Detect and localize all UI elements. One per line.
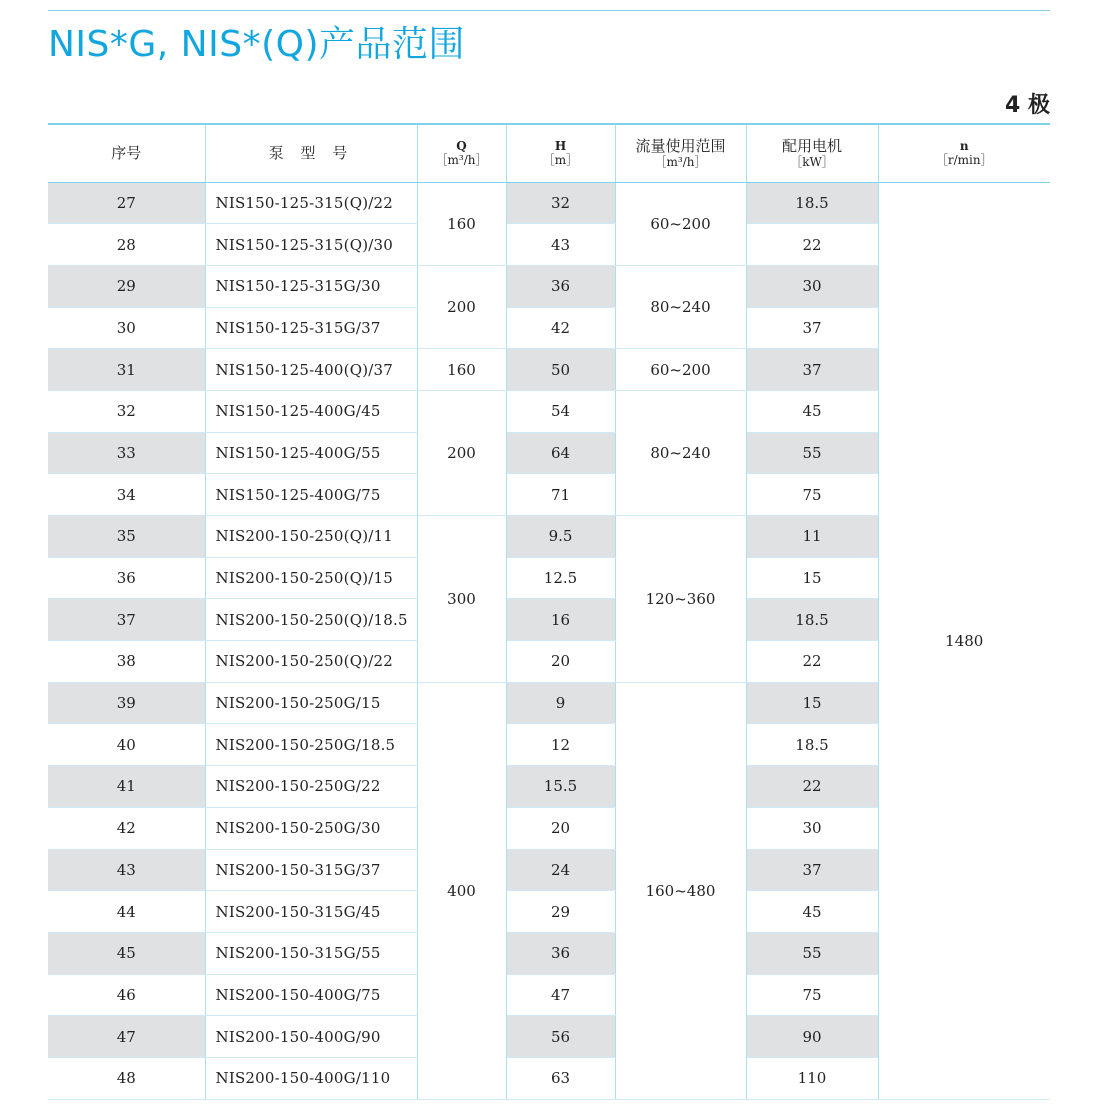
cell-pump-model: NIS200-150-250(Q)/22 xyxy=(205,641,417,683)
cell-head-h: 9.5 xyxy=(506,516,615,558)
cell-pump-model: NIS200-150-315G/45 xyxy=(205,891,417,933)
cell-pump-model: NIS200-150-250(Q)/11 xyxy=(205,516,417,558)
cell-motor-power: 55 xyxy=(746,432,878,474)
cell-head-h: 71 xyxy=(506,474,615,516)
cell-head-h: 24 xyxy=(506,849,615,891)
cell-index: 32 xyxy=(48,390,205,432)
cell-motor-power: 90 xyxy=(746,1016,878,1058)
cell-motor-power: 37 xyxy=(746,307,878,349)
cell-flow-q: 200 xyxy=(417,265,506,348)
cell-pump-model: NIS150-125-315G/37 xyxy=(205,307,417,349)
cell-index: 27 xyxy=(48,182,205,224)
cell-pump-model: NIS200-150-315G/55 xyxy=(205,932,417,974)
cell-pump-model: NIS150-125-400G/55 xyxy=(205,432,417,474)
cell-pump-model: NIS150-125-400G/75 xyxy=(205,474,417,516)
cell-motor-power: 45 xyxy=(746,390,878,432)
cell-flow-q: 200 xyxy=(417,390,506,515)
cell-pump-model: NIS200-150-400G/75 xyxy=(205,974,417,1016)
cell-index: 43 xyxy=(48,849,205,891)
cell-pump-model: NIS150-125-400G/45 xyxy=(205,390,417,432)
cell-head-h: 20 xyxy=(506,807,615,849)
cell-motor-power: 75 xyxy=(746,974,878,1016)
cell-motor-power: 30 xyxy=(746,807,878,849)
cell-head-h: 32 xyxy=(506,182,615,224)
cell-head-h: 12.5 xyxy=(506,557,615,599)
header-index: 序号 xyxy=(48,124,205,182)
cell-index: 37 xyxy=(48,599,205,641)
cell-index: 48 xyxy=(48,1057,205,1099)
cell-flow-range: 120~360 xyxy=(615,516,746,683)
cell-pump-model: NIS200-150-400G/110 xyxy=(205,1057,417,1099)
cell-head-h: 9 xyxy=(506,682,615,724)
cell-index: 44 xyxy=(48,891,205,933)
cell-motor-power: 22 xyxy=(746,766,878,808)
cell-motor-power: 110 xyxy=(746,1057,878,1099)
cell-index: 45 xyxy=(48,932,205,974)
cell-index: 30 xyxy=(48,307,205,349)
cell-index: 39 xyxy=(48,682,205,724)
cell-head-h: 20 xyxy=(506,641,615,683)
cell-head-h: 64 xyxy=(506,432,615,474)
cell-pump-model: NIS150-125-400(Q)/37 xyxy=(205,349,417,391)
cell-head-h: 43 xyxy=(506,224,615,266)
cell-index: 36 xyxy=(48,557,205,599)
cell-head-h: 36 xyxy=(506,932,615,974)
cell-motor-power: 37 xyxy=(746,349,878,391)
cell-pump-model: NIS200-150-250(Q)/15 xyxy=(205,557,417,599)
cell-index: 38 xyxy=(48,641,205,683)
header-pump-model: 泵 型 号 xyxy=(205,124,417,182)
cell-pump-model: NIS200-150-250G/18.5 xyxy=(205,724,417,766)
cell-motor-power: 18.5 xyxy=(746,599,878,641)
cell-motor-power: 18.5 xyxy=(746,724,878,766)
cell-index: 31 xyxy=(48,349,205,391)
cell-head-h: 16 xyxy=(506,599,615,641)
cell-motor-power: 75 xyxy=(746,474,878,516)
table-header-row xyxy=(48,124,1050,182)
cell-head-h: 50 xyxy=(506,349,615,391)
table-row xyxy=(48,182,1050,224)
cell-motor-power: 18.5 xyxy=(746,182,878,224)
top-divider xyxy=(48,10,1050,11)
cell-head-h: 29 xyxy=(506,891,615,933)
header-motor-power: 配用电机 ［kW］ xyxy=(746,124,878,182)
header-flow-q: Q ［m³/h］ xyxy=(417,124,506,182)
cell-head-h: 56 xyxy=(506,1016,615,1058)
cell-head-h: 36 xyxy=(506,265,615,307)
header-head-h: H ［m］ xyxy=(506,124,615,182)
page-title: NIS*G, NIS*(Q)产品范围 xyxy=(48,24,466,65)
pole-count-label: 4 极 xyxy=(1005,93,1050,118)
cell-flow-q: 400 xyxy=(417,682,506,1099)
cell-pump-model: NIS200-150-315G/37 xyxy=(205,849,417,891)
cell-head-h: 42 xyxy=(506,307,615,349)
cell-speed-n: 1480 xyxy=(878,182,1050,1099)
cell-motor-power: 22 xyxy=(746,224,878,266)
cell-index: 47 xyxy=(48,1016,205,1058)
cell-index: 40 xyxy=(48,724,205,766)
cell-motor-power: 55 xyxy=(746,932,878,974)
cell-flow-range: 60~200 xyxy=(615,349,746,391)
cell-head-h: 54 xyxy=(506,390,615,432)
cell-flow-range: 80~240 xyxy=(615,265,746,348)
cell-pump-model: NIS150-125-315(Q)/30 xyxy=(205,224,417,266)
cell-index: 29 xyxy=(48,265,205,307)
cell-index: 28 xyxy=(48,224,205,266)
cell-motor-power: 30 xyxy=(746,265,878,307)
cell-pump-model: NIS150-125-315(Q)/22 xyxy=(205,182,417,224)
cell-index: 41 xyxy=(48,766,205,808)
cell-motor-power: 11 xyxy=(746,516,878,558)
cell-motor-power: 45 xyxy=(746,891,878,933)
cell-head-h: 12 xyxy=(506,724,615,766)
cell-pump-model: NIS200-150-250(Q)/18.5 xyxy=(205,599,417,641)
cell-pump-model: NIS150-125-315G/30 xyxy=(205,265,417,307)
cell-motor-power: 22 xyxy=(746,641,878,683)
cell-index: 34 xyxy=(48,474,205,516)
cell-flow-q: 160 xyxy=(417,182,506,265)
cell-index: 33 xyxy=(48,432,205,474)
cell-pump-model: NIS200-150-400G/90 xyxy=(205,1016,417,1058)
cell-index: 46 xyxy=(48,974,205,1016)
cell-index: 42 xyxy=(48,807,205,849)
cell-head-h: 15.5 xyxy=(506,766,615,808)
cell-motor-power: 15 xyxy=(746,557,878,599)
cell-pump-model: NIS200-150-250G/15 xyxy=(205,682,417,724)
cell-head-h: 47 xyxy=(506,974,615,1016)
cell-flow-q: 160 xyxy=(417,349,506,391)
header-speed-n: n ［r/min］ xyxy=(878,124,1050,182)
cell-flow-q: 300 xyxy=(417,516,506,683)
cell-flow-range: 60~200 xyxy=(615,182,746,265)
product-range-table xyxy=(48,123,1050,1100)
cell-motor-power: 37 xyxy=(746,849,878,891)
cell-pump-model: NIS200-150-250G/30 xyxy=(205,807,417,849)
cell-motor-power: 15 xyxy=(746,682,878,724)
header-flow-range: 流量使用范围 ［m³/h］ xyxy=(615,124,746,182)
cell-flow-range: 80~240 xyxy=(615,390,746,515)
cell-flow-range: 160~480 xyxy=(615,682,746,1099)
cell-head-h: 63 xyxy=(506,1057,615,1099)
cell-pump-model: NIS200-150-250G/22 xyxy=(205,766,417,808)
cell-index: 35 xyxy=(48,516,205,558)
